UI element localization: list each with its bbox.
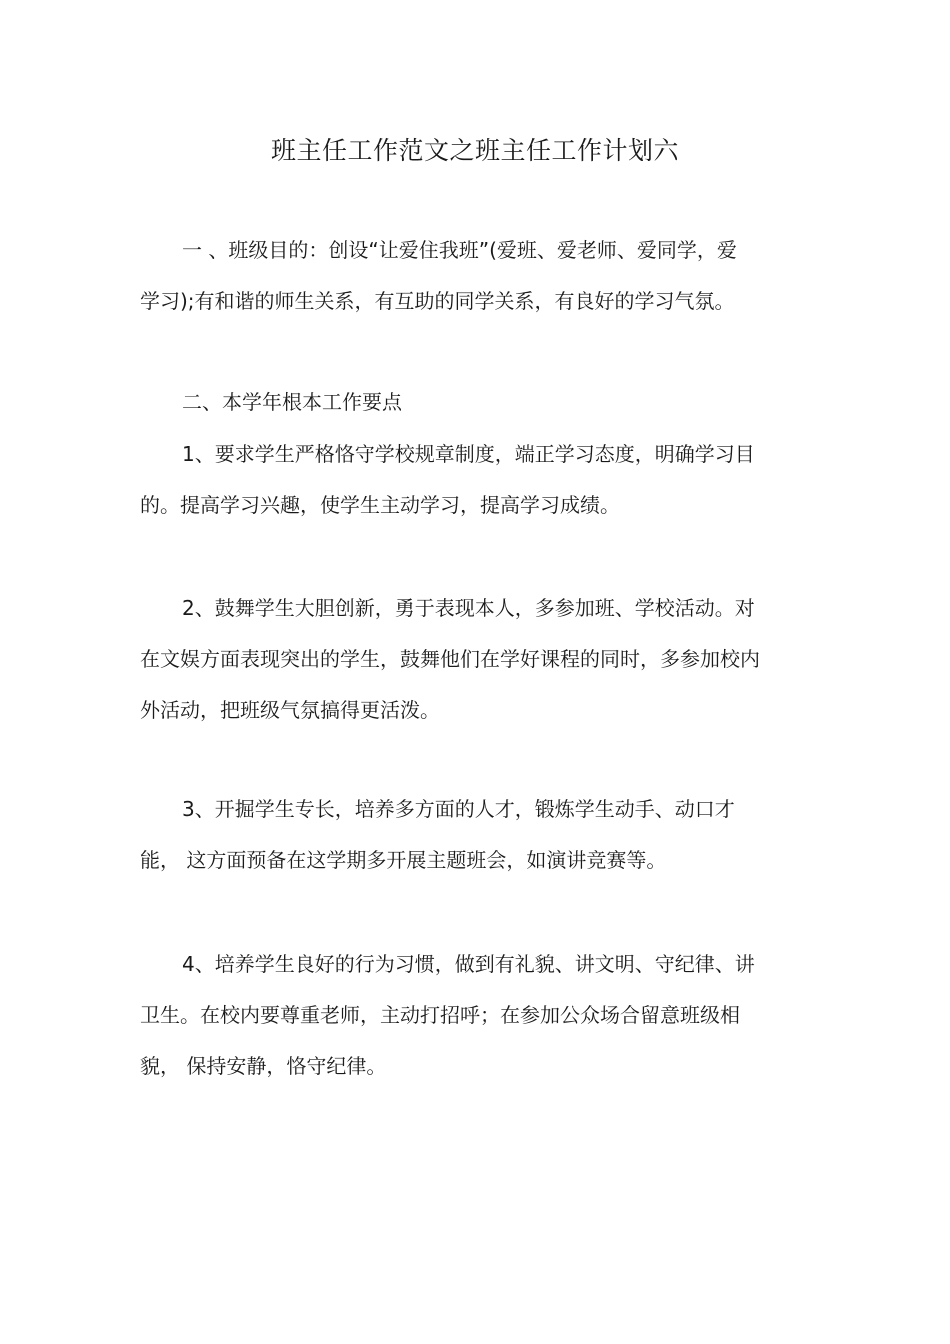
key-point-2 [140, 583, 820, 736]
key-point-3-line-2: 能， 这方面预备在这学期多开展主题班会，如演讲竞赛等。 [140, 848, 667, 872]
key-point-1 [140, 429, 820, 531]
key-point-2-line-1: 2、鼓舞学生大胆创新，勇于表现本人，多参加班、学校活动。对 [182, 596, 755, 620]
key-point-3-line-1: 3、开掘学生专长，培养多方面的人才，锻炼学生动手、动口才 [182, 797, 735, 821]
section-key-points-heading [140, 377, 820, 428]
key-point-4-line-1: 4、培养学生良好的行为习惯，做到有礼貌、讲文明、守纪律、讲 [182, 952, 755, 976]
section-class-goal-line-1: 一 、班级目的：创设“让爱住我班”(爱班、爱老师、爱同学，爱 [182, 238, 737, 262]
key-point-4 [140, 939, 820, 1092]
key-point-4-line-3: 貌， 保持安静，恪守纪律。 [140, 1054, 387, 1078]
key-point-4-line-2: 卫生。在校内要尊重老师，主动打招呼；在参加公众场合留意班级相 [140, 1003, 740, 1027]
section-class-goal-line-2: 学习);有和谐的师生关系，有互助的同学关系，有良好的学习气氛。 [140, 289, 735, 313]
key-point-3 [140, 784, 820, 886]
key-point-2-line-3: 外活动，把班级气氛搞得更活泼。 [140, 698, 440, 722]
section-class-goal [140, 225, 820, 327]
key-point-1-line-2: 的。提高学习兴趣，使学生主动学习，提高学习成绩。 [140, 493, 620, 517]
key-point-1-line-1: 1、要求学生严格恪守学校规章制度，端正学习态度，明确学习目 [182, 442, 755, 466]
document-title: 班主任工作范文之班主任工作计划六 [270, 136, 679, 165]
key-point-2-line-2: 在文娱方面表现突出的学生，鼓舞他们在学好课程的同时，多参加校内 [140, 647, 760, 671]
section-key-points-heading-text: 二、本学年根本工作要点 [182, 390, 402, 414]
